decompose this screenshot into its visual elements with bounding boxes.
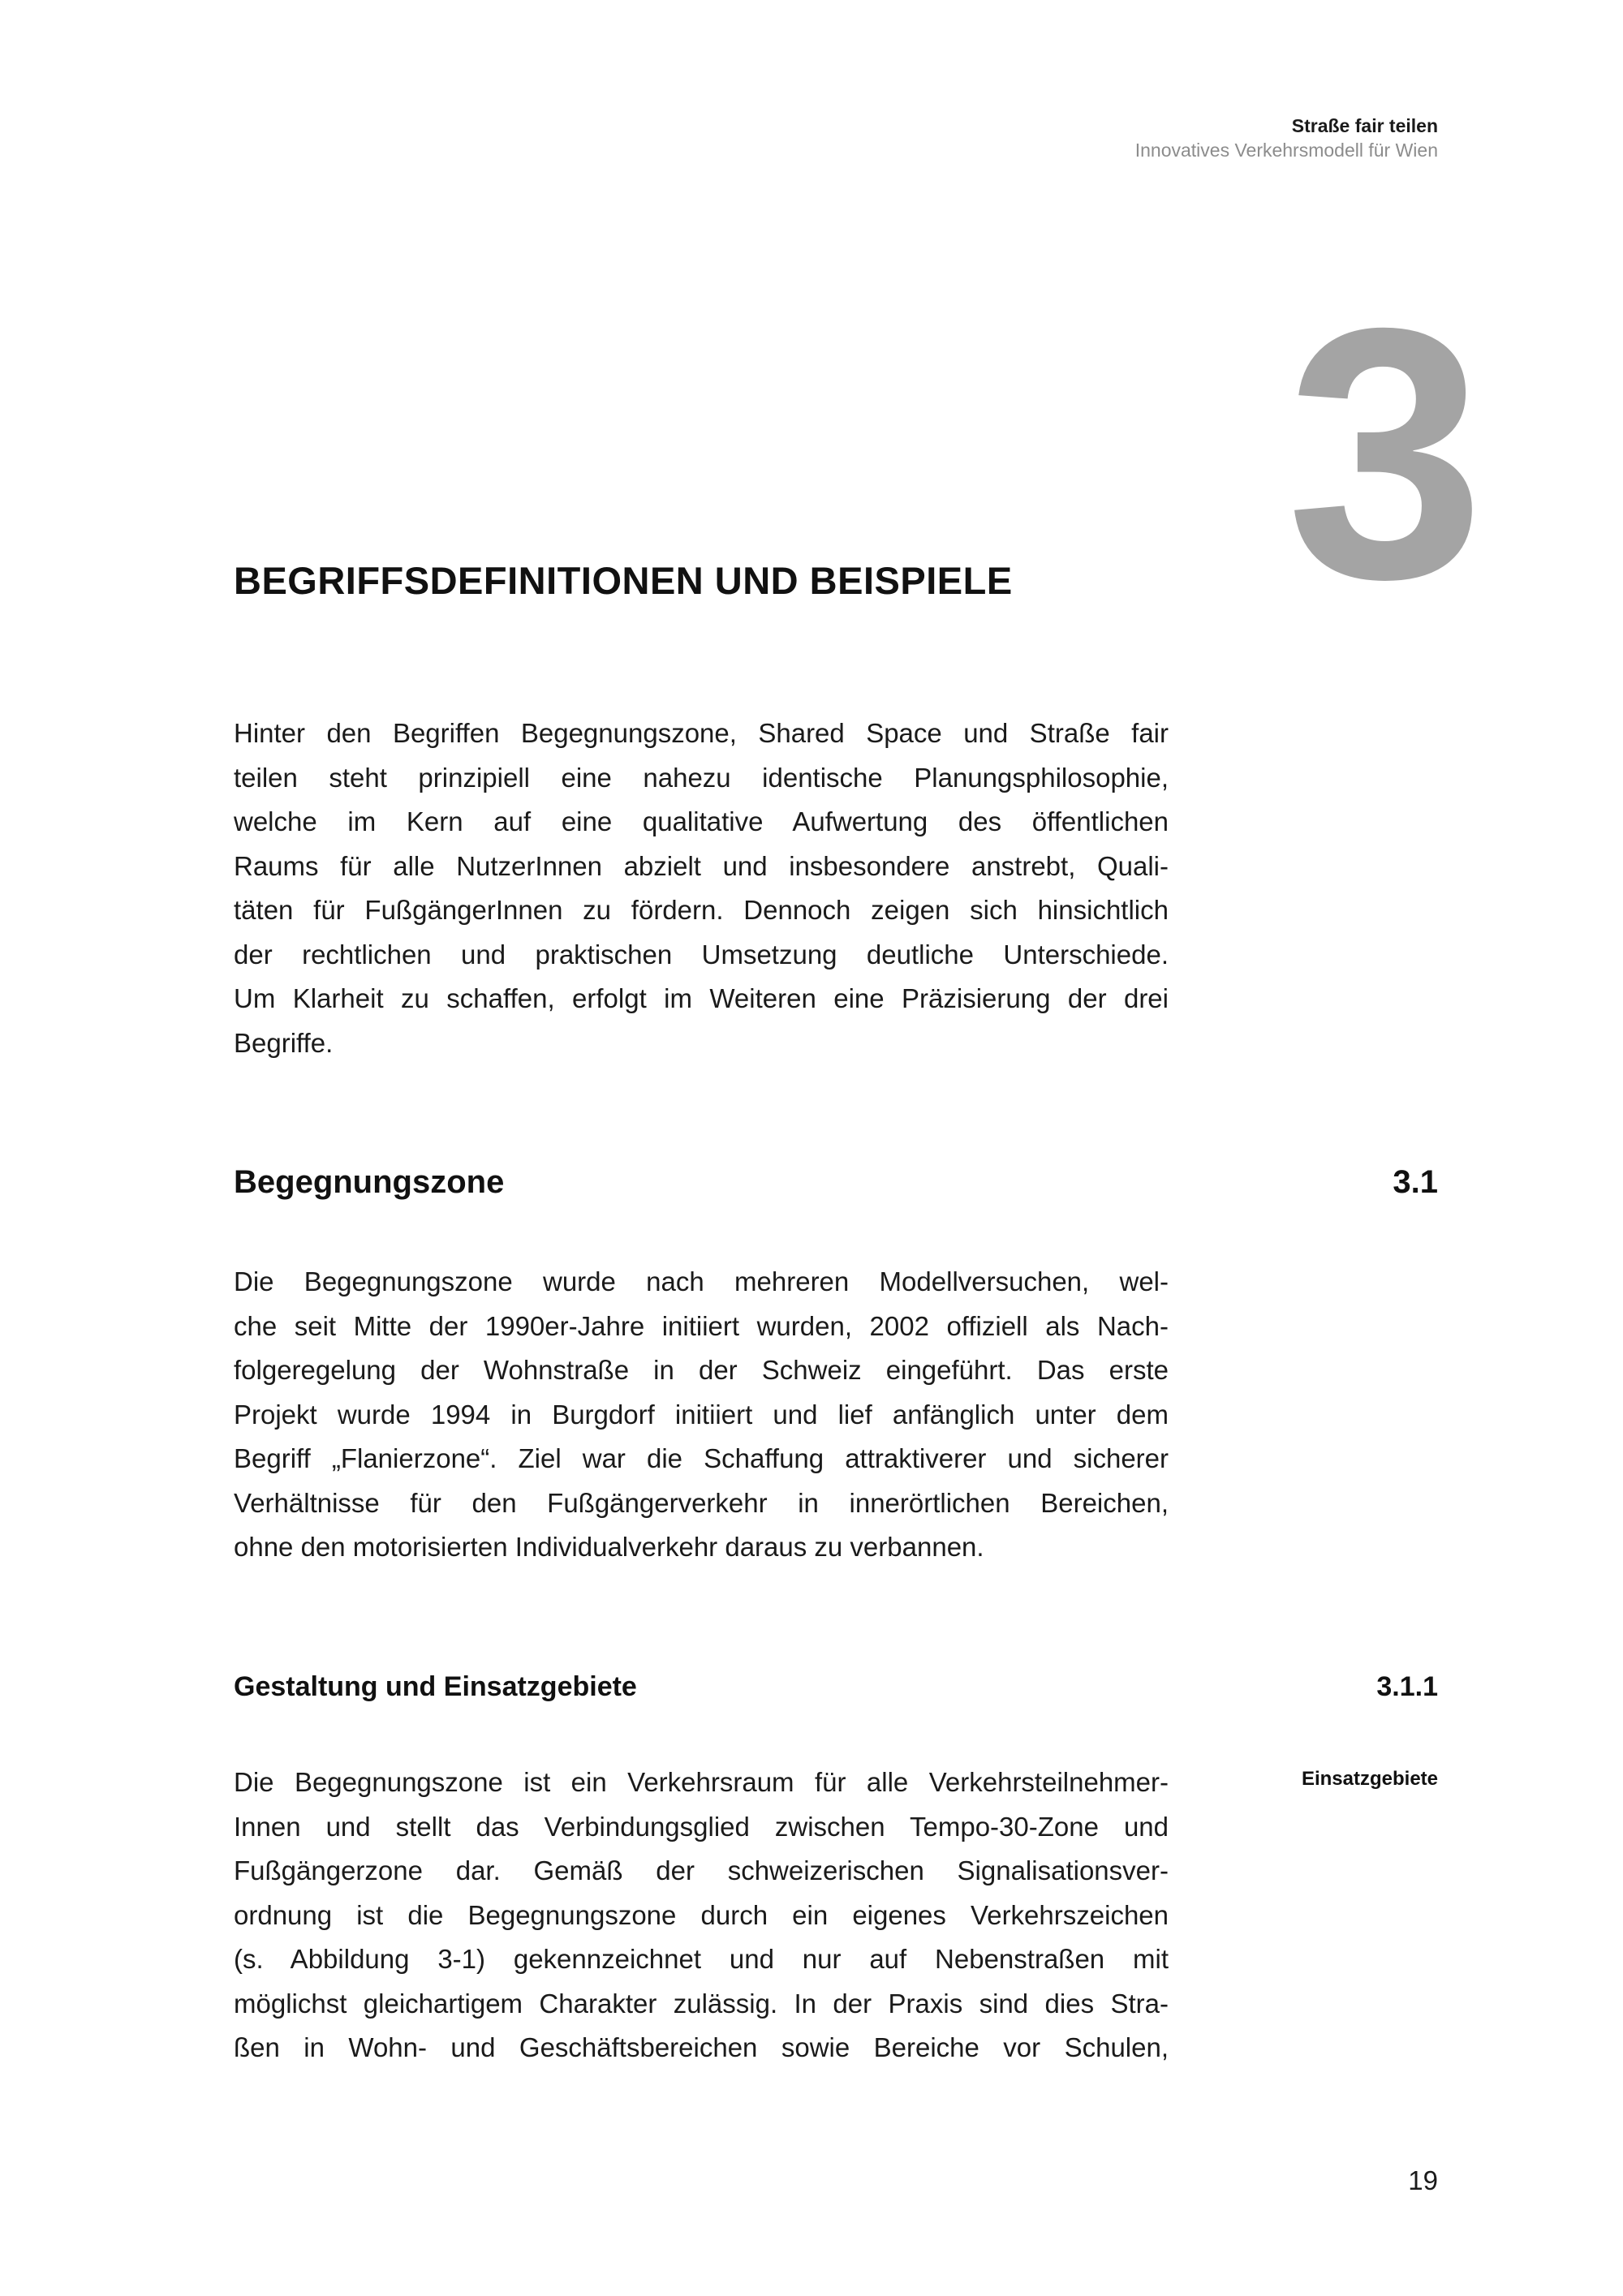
subsection-number: 3.1.1 <box>1376 1671 1438 1702</box>
header-subtitle: Innovatives Verkehrsmodell für Wien <box>1134 140 1438 161</box>
subsection-title: Gestaltung und Einsatzgebiete <box>234 1671 637 1702</box>
paragraph-line: welche im Kern auf eine qualitative Aufwertung des öffentlichen <box>234 806 1169 836</box>
paragraph-line: Die Begegnungszone ist ein Verkehrsraum für alle Verkehrsteilnehmer- <box>234 1767 1169 1797</box>
paragraph-line: möglichst gleichartigem Charakter zulässig. In der Praxis sind dies Stra- <box>234 1988 1169 2019</box>
paragraph-line: teilen steht prinzipiell eine nahezu identische Planungsphilosophie, <box>234 762 1169 793</box>
paragraph-line: folgeregelung der Wohnstraße in der Schweiz eingeführt. Das erste <box>234 1355 1169 1385</box>
paragraph-line: Raums für alle NutzerInnen abzielt und insbesondere anstrebt, Quali- <box>234 850 1169 881</box>
paragraph-line: Hinter den Begriffen Begegnungszone, Shared Space und Straße fair <box>234 718 1169 748</box>
paragraph-line: Innen und stellt das Verbindungsglied zwischen Tempo-30-Zone und <box>234 1811 1169 1842</box>
paragraph-line: (s. Abbildung 3-1) gekennzeichnet und nur auf Nebenstraßen mit <box>234 1944 1169 1974</box>
section-title: Begegnungszone <box>234 1164 505 1200</box>
paragraph-line: ordnung ist die Begegnungszone durch ein eigenes Verkehrszeichen <box>234 1899 1169 1930</box>
section-number: 3.1 <box>1393 1164 1438 1200</box>
paragraph-line: täten für FußgängerInnen zu fördern. Dennoch zeigen sich hinsichtlich <box>234 895 1169 925</box>
paragraph-line: Verhältnisse für den Fußgängerverkehr in innerörtlichen Bereichen, <box>234 1487 1169 1518</box>
paragraph-line: ohne den motorisierten Individualverkehr daraus zu verbannen. <box>234 1532 984 1562</box>
chapter-title: BEGRIFFSDEFINITIONEN UND BEISPIELE <box>234 559 1013 602</box>
paragraph-line: Die Begegnungszone wurde nach mehreren Modellversuchen, wel- <box>234 1266 1169 1296</box>
chapter-number: 3 <box>1286 255 1485 653</box>
running-header <box>1135 114 1438 162</box>
section-paragraph <box>234 1260 1169 1570</box>
paragraph-line: ßen in Wohn- und Geschäftsbereichen sowie Bereiche vor Schulen, <box>234 2032 1169 2062</box>
subsection-paragraph <box>234 1761 1169 2070</box>
paragraph-line: Begriffe. <box>234 1027 334 1058</box>
header-title: Straße fair teilen <box>1291 115 1438 136</box>
paragraph-line: Begriff „Flanierzone“. Ziel war die Schaffung attraktiverer und sicherer <box>234 1443 1169 1473</box>
paragraph-line: Fußgängerzone dar. Gemäß der schweizerischen Signalisationsver- <box>234 1855 1169 1885</box>
page-number: 19 <box>1408 2165 1438 2195</box>
margin-note: Einsatzgebiete <box>1301 1768 1438 1790</box>
paragraph-line: Projekt wurde 1994 in Burgdorf initiiert und lief anfänglich unter dem <box>234 1399 1169 1430</box>
intro-paragraph <box>234 712 1169 1065</box>
paragraph-line: Um Klarheit zu schaffen, erfolgt im Weiteren eine Präzisierung der drei <box>234 983 1169 1013</box>
paragraph-line: che seit Mitte der 1990er-Jahre initiiert wurden, 2002 offiziell als Nach- <box>234 1310 1169 1341</box>
paragraph-line: der rechtlichen und praktischen Umsetzung deutliche Unterschiede. <box>234 939 1169 970</box>
